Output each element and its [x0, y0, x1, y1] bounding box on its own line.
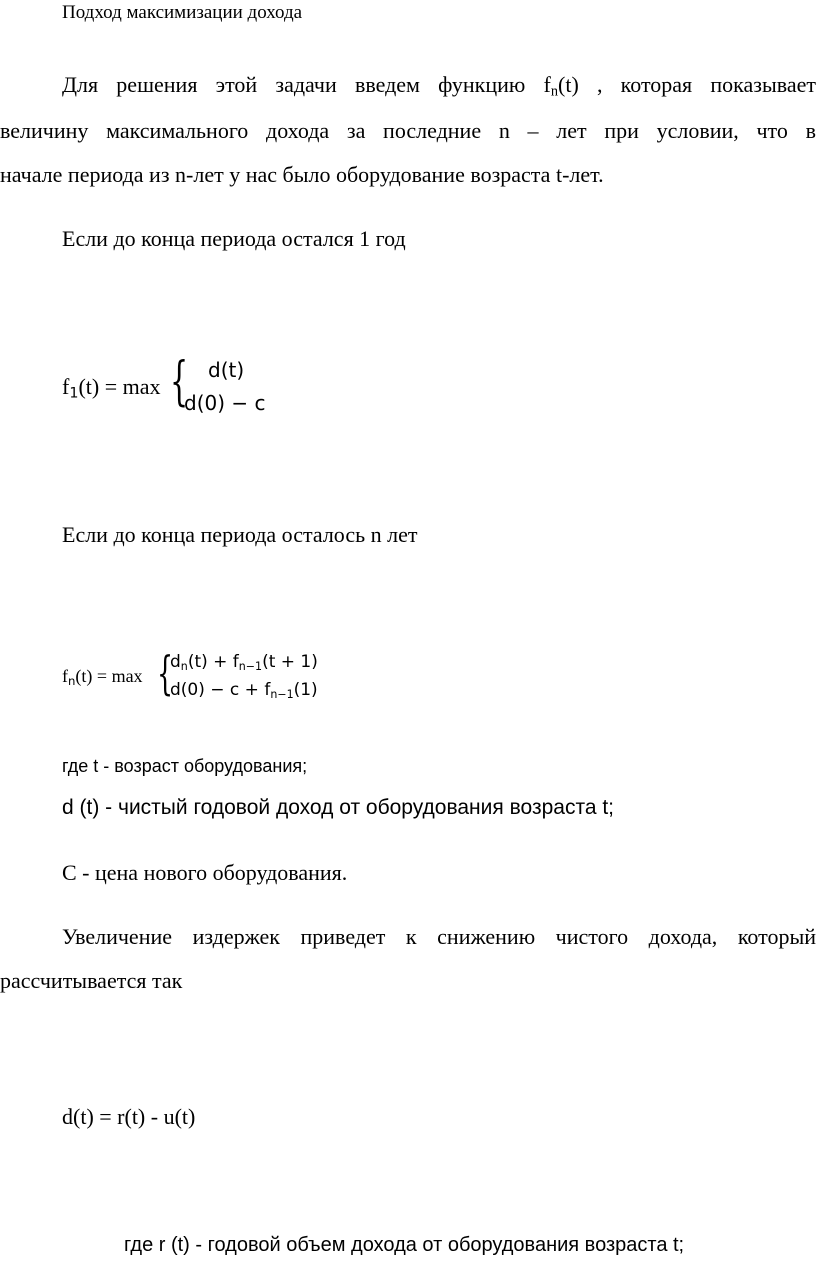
formula-2-case-1-end: (t + 1): [262, 652, 318, 672]
definition-d: d (t) - чистый годовой доход от оборудования возраста t;: [62, 796, 615, 819]
formula-2-d: d: [170, 652, 181, 672]
page-title: Подход максимизации дохода: [62, 2, 303, 23]
paragraph-1-line-2: величину максимального дохода за последние n – лет при условии, что в: [0, 118, 816, 143]
formula-3: d(t) = r(t) - u(t): [62, 1104, 196, 1129]
formula-2-f: f: [62, 666, 68, 686]
paragraph-4-line-2: рассчитывается так: [0, 968, 183, 993]
formula-1-sub: 1: [69, 385, 79, 402]
paragraph-2: Если до конца периода остался 1 год: [62, 226, 406, 251]
formula-2-d-sub: n: [180, 659, 188, 673]
formula-1-f: f: [62, 374, 70, 399]
formula-1-brace: {: [170, 352, 189, 412]
definition-t: где t - возраст оборудования;: [62, 756, 308, 776]
formula-2-max: (t) = max: [75, 666, 143, 686]
formula-2-case-2-end: (1): [293, 680, 318, 700]
paragraph-3: Если до конца периода осталось n лет: [62, 522, 418, 547]
formula-1-case-2: d(0) − c: [184, 391, 266, 415]
subscript-n: n: [550, 83, 559, 100]
formula-2-case-2-sub: n−1: [270, 687, 294, 701]
paragraph-1-text-b: (t) , которая показывает: [558, 72, 816, 97]
formula-1-lhs: [62, 374, 161, 400]
formula-2-case-1: [170, 652, 318, 672]
formula-1-case-1: d(t): [208, 358, 245, 382]
definition-c: C - цена нового оборудования.: [62, 860, 348, 885]
formula-2-sub: n: [68, 673, 76, 688]
formula-2-case-1-mid: (t) + f: [187, 652, 239, 672]
paragraph-1-line-1: [0, 72, 816, 98]
formula-2-case-2-start: d(0) − c + f: [170, 680, 271, 700]
paragraph-4-line-1: Увеличение издержек приведет к снижению чистого дохода, который: [62, 924, 816, 949]
formula-2-brace: {: [157, 646, 174, 700]
formula-2-case-2: [170, 680, 318, 700]
paragraph-1-text-a: Для решения этой задачи введем функцию f: [62, 72, 551, 97]
definition-r: где r (t) - годовой объем дохода от оборудования возраста t;: [124, 1234, 685, 1256]
formula-1-max: (t) = max: [78, 374, 161, 399]
paragraph-1-line-3: начале периода из n-лет у нас было оборудование возраста t-лет.: [0, 162, 604, 187]
formula-2-lhs: [62, 666, 143, 687]
formula-2-case-1-sub: n−1: [238, 659, 263, 673]
